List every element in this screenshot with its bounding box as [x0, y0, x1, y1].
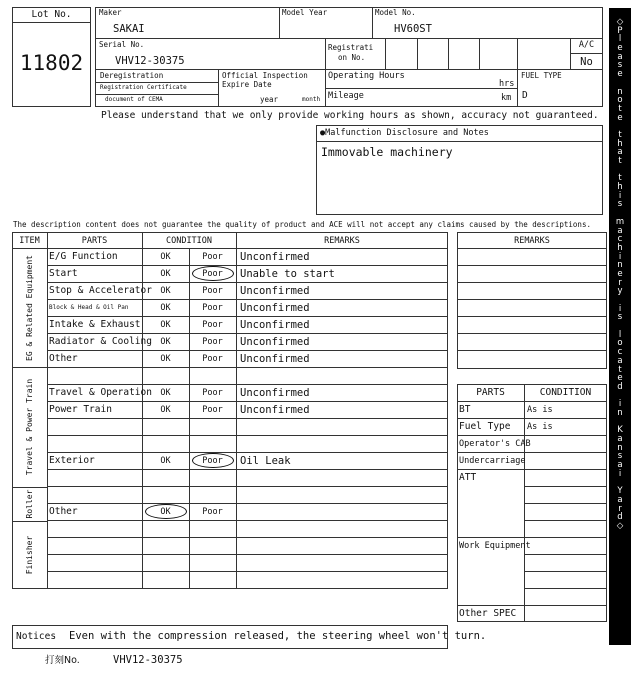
model-year-label: Model Year	[282, 8, 328, 17]
table-row-ok: OK	[160, 252, 171, 262]
table-row-poor: Poor	[202, 252, 223, 262]
attach-part-att: ATT	[459, 472, 477, 483]
registration-cert-label: Registration Certificate	[100, 84, 187, 91]
table-row-remark: Unconfirmed	[240, 285, 310, 297]
notices-text: Even with the compression released, the steering wheel won't turn.	[69, 630, 487, 642]
table-row-part: Travel & Operation	[49, 387, 152, 398]
attach-cond-bt: As is	[527, 405, 553, 415]
serial-no-value: VHV12-30375	[115, 55, 185, 67]
table-row-poor: Poor	[202, 388, 223, 398]
table-row-part: Block & Head & Oil Pan	[49, 304, 129, 311]
working-hours-notice: Please understand that we only provide working hours as shown, accuracy not guaranteed.	[101, 110, 599, 121]
table-row-ok: OK	[160, 405, 171, 415]
table-row-part: Start	[49, 268, 78, 279]
table-row-ok: OK	[160, 320, 171, 330]
table-row-ok: OK	[160, 456, 171, 466]
table-row-ok: OK	[160, 337, 171, 347]
right-remarks-header: REMARKS	[514, 236, 550, 246]
table-row-remark: Unconfirmed	[240, 353, 310, 365]
table-row-part: Other	[49, 353, 78, 364]
attach-cond-fuel: As is	[527, 422, 553, 432]
mileage-label: Mileage	[328, 91, 364, 101]
group-label-eg: EG & Related Equipment	[25, 255, 34, 361]
table-row-poor: Poor	[202, 507, 223, 517]
table-row-poor: Poor	[202, 269, 223, 279]
cema-label: document of CEMA	[105, 96, 163, 103]
table-row-poor: Poor	[202, 320, 223, 330]
table-row-poor: Poor	[202, 286, 223, 296]
disclaimer: The description content does not guarantee the quality of product and ACE will not accept any claims caused by the descriptions.	[13, 220, 591, 229]
table-row-ok: OK	[160, 269, 171, 279]
stamp-value: VHV12-30375	[113, 654, 183, 666]
group-label-finisher: Finisher	[25, 535, 34, 575]
table-row-part: Intake & Exhaust	[49, 319, 141, 330]
maker-value: SAKAI	[113, 23, 145, 35]
maker-label: Maker	[99, 8, 122, 17]
attach-condition-header: CONDITION	[539, 387, 592, 398]
table-row-part: Exterior	[49, 455, 95, 466]
group-label-roller: Roller	[25, 489, 34, 519]
fuel-type-label: FUEL TYPE	[521, 71, 562, 80]
malfunction-text: Immovable machinery	[321, 145, 453, 159]
table-row-part: E/G Function	[49, 251, 118, 262]
table-row-part: Power Train	[49, 404, 112, 415]
lot-no-label: Lot No.	[31, 9, 72, 20]
table-row-poor: Poor	[202, 337, 223, 347]
attach-parts-header: PARTS	[476, 387, 505, 398]
table-row-remark: Unconfirmed	[240, 404, 310, 416]
ac-label: A/C	[578, 40, 595, 50]
inspection-label-2: Expire Date	[222, 80, 272, 89]
attach-part-fuel: Fuel Type	[459, 421, 511, 432]
model-no-label: Model No.	[375, 8, 416, 17]
registration-label-1: Registrati	[328, 43, 374, 52]
parts-header: PARTS	[81, 236, 108, 246]
table-row-remark: Unconfirmed	[240, 387, 310, 399]
hrs-label: hrs	[499, 79, 515, 89]
table-row-part: Other	[49, 506, 78, 517]
item-header: ITEM	[19, 236, 40, 246]
lot-no-value: 11802	[19, 51, 84, 75]
month-label: month	[302, 96, 321, 103]
inspection-label-1: Official Inspection	[222, 71, 308, 80]
table-row-remark: Unconfirmed	[240, 336, 310, 348]
table-row-poor: Poor	[202, 354, 223, 364]
table-row-ok: OK	[160, 388, 171, 398]
condition-header: CONDITION	[165, 236, 213, 246]
table-row-ok: OK	[160, 354, 171, 364]
operating-hours-label: Operating Hours	[328, 71, 405, 81]
table-row-remark: Unconfirmed	[240, 319, 310, 331]
table-row-remark: Unconfirmed	[240, 302, 310, 314]
malfunction-box	[316, 125, 603, 215]
ac-value: No	[580, 56, 593, 68]
attach-part-cab: Operator's CAB	[459, 439, 531, 449]
km-label: km	[501, 93, 512, 103]
circle-mark-poor	[192, 453, 234, 468]
attach-part-undercarriage: Undercarriage	[459, 456, 526, 466]
group-label-travel: Travel & Power Train	[25, 378, 34, 476]
attach-part-other-spec: Other SPEC	[459, 608, 517, 619]
table-row-poor: Poor	[202, 303, 223, 313]
table-row-ok: OK	[160, 303, 171, 313]
table-row-part: Stop & Accelerator	[49, 285, 152, 296]
table-row-remark: Unable to start	[240, 268, 335, 280]
fuel-type-value: D	[522, 90, 528, 101]
table-row-poor: Poor	[202, 405, 223, 415]
circle-mark-poor	[192, 266, 234, 281]
year-label: year	[260, 95, 279, 104]
table-row-remark: Unconfirmed	[240, 251, 310, 263]
location-sidebar: ◇ P l e a s e n o t e t h a t t h i s m a c h i n e r y i s l o c a t e d i n K a n s a i Y a r d ◇	[609, 8, 631, 645]
attach-part-work-equipment: Work Equipment	[459, 541, 531, 551]
notices-label: Notices	[16, 631, 57, 642]
model-no-value: HV60ST	[394, 23, 432, 35]
malfunction-title: ●Malfunction Disclosure and Notes	[320, 128, 489, 138]
serial-no-label: Serial No.	[99, 40, 145, 49]
registration-label-2: on No.	[338, 53, 366, 62]
deregistration-label: Deregistration	[100, 71, 164, 80]
table-row-ok: OK	[160, 286, 171, 296]
table-row-part: Radiator & Cooling	[49, 336, 152, 347]
table-row-poor: Poor	[202, 456, 223, 466]
circle-mark-ok	[145, 504, 187, 519]
stamp-label: 打刻No.	[45, 655, 80, 666]
table-row-ok: OK	[160, 507, 171, 517]
remarks-header: REMARKS	[324, 236, 360, 246]
attach-part-bt: BT	[459, 404, 471, 415]
table-row-remark: Oil Leak	[240, 455, 291, 467]
